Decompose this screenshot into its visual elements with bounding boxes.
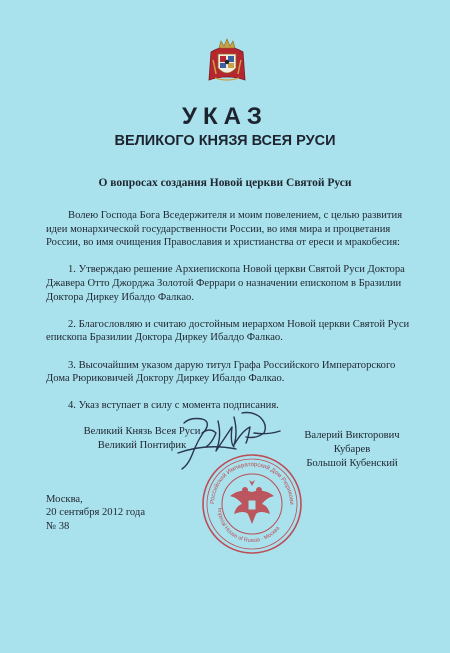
decree-item-4: 4. Указ вступает в силу с момента подписания. <box>68 400 279 412</box>
decree-subtitle: ВЕЛИКОГО КНЯЗЯ ВСЕЯ РУСИ <box>114 133 336 149</box>
decree-number: № 38 <box>46 520 70 532</box>
coat-of-arms-icon <box>207 38 247 86</box>
signatory-right-title: Большой Кубенский <box>306 458 398 469</box>
decree-preamble: Волею Господа Бога Вседержителя и моим повелением, с целью развития идеи монархической государственности России, во имя мира и процветания России, во имя очищения Православия и христианства от ереси и мракобесия: <box>46 210 403 249</box>
signatory-right-name: Валерий Викторович Кубарев <box>304 430 400 455</box>
decree-heading: О вопросах создания Новой церкви Святой Руси <box>98 177 352 189</box>
decree-item-2: 2. Благословляю и считаю достойным иерархом Новой церкви Святой Руси епископа Бразилии Доктора Диркеу Ибалдо Фалкао. <box>46 318 410 344</box>
svg-text:Imperial House of Russia · Мос: Imperial House of Russia · Москва <box>215 507 282 545</box>
decree-date-block <box>46 493 196 533</box>
decree-item-1: 1. Утверждаю решение Архиепископа Новой церкви Святой Руси Доктора Джавера Отто Джорджа Золотой Феррари о назначении епископом в Бразилии Доктора Диркеу Ибалдо Фалкао. <box>46 264 405 303</box>
decree-title: УКАЗ <box>182 103 268 130</box>
decree-place: Москва, <box>46 494 83 505</box>
decree-date: 20 сентября 2012 года <box>46 507 146 519</box>
svg-text:Российский Императорский Дом Р: Российский Императорский Дом Рюрикови <box>209 461 295 505</box>
handwritten-signature <box>176 403 286 475</box>
decree-body <box>46 209 411 427</box>
signatory-left-title: Великий Князь Всея Руси <box>83 426 201 437</box>
signatory-right <box>287 429 417 471</box>
decree-item-3: 3. Высочайшим указом дарую титул Графа Российского Императорского Дома Рюриковичей Доктору Диркеу Ибалдо Фалкао. <box>46 359 396 385</box>
signatory-left-subtitle: Великий Понтифик <box>97 440 187 451</box>
